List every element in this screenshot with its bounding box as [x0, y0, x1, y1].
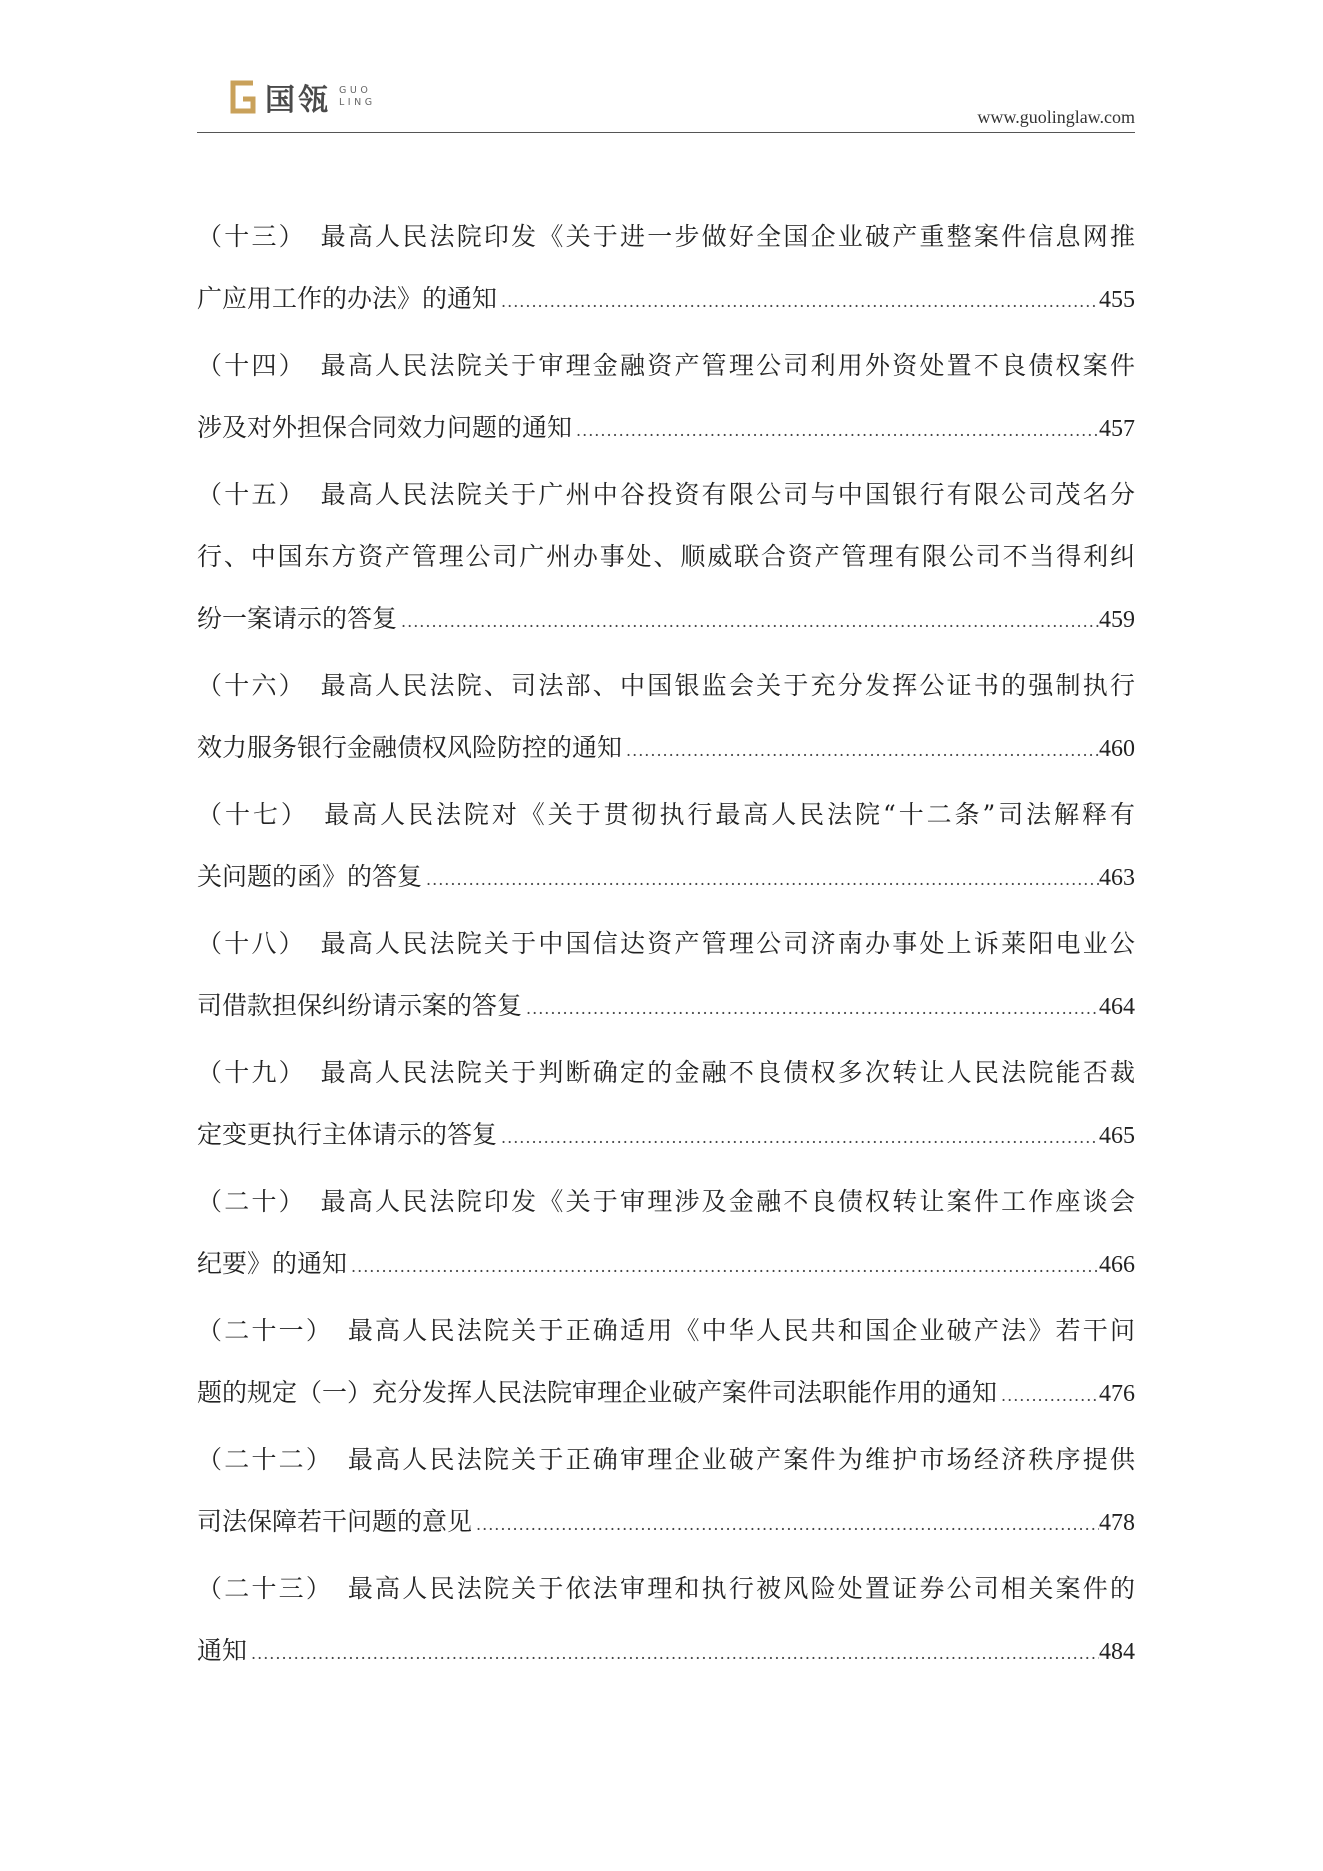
toc-entry-last-line: [197, 846, 1135, 908]
logo-text-en: GUO LING: [339, 85, 376, 108]
toc-entry-title-end: 司借款担保纠纷请示案的答复: [197, 991, 523, 1020]
toc-entry-last-line: [197, 1233, 1135, 1295]
page-number: 476: [1099, 1381, 1135, 1407]
toc-entry[interactable]: [197, 206, 1135, 330]
logo-text-cn: 国瓴: [265, 83, 331, 118]
page-number: 463: [1099, 865, 1135, 891]
toc-entry-last-line: [197, 268, 1135, 330]
toc-entry-title-end: 广应用工作的办法》的通知: [197, 284, 498, 313]
dot-leader: [572, 400, 1099, 459]
dot-leader: [472, 1494, 1099, 1553]
dot-leader: [247, 1623, 1099, 1682]
logo-mark-icon: [227, 77, 257, 117]
toc-entry-line: （二十） 最高人民法院印发《关于审理涉及金融不良债权转让案件工作座谈会: [197, 1187, 1135, 1216]
toc-entry-last-line: [197, 1104, 1135, 1166]
toc-entry-title-end: 纷一案请示的答复: [197, 604, 398, 633]
dot-leader: [497, 271, 1099, 330]
dot-leader: [522, 978, 1099, 1037]
toc-entry[interactable]: [197, 1558, 1135, 1682]
logo: [227, 74, 379, 120]
toc-entry-title-end: 关问题的函》的答复: [197, 862, 423, 891]
page-number: 460: [1099, 736, 1135, 762]
page-number: 466: [1099, 1252, 1135, 1278]
toc-entry-last-line: [197, 717, 1135, 779]
toc-entry-line: （二十一） 最高人民法院关于正确适用《中华人民共和国企业破产法》若干问: [197, 1316, 1135, 1345]
dot-leader: [347, 1236, 1099, 1295]
toc-entry-last-line: [197, 1362, 1135, 1424]
toc-entry-last-line: [197, 1491, 1135, 1553]
dot-leader: [422, 849, 1099, 908]
toc-entry[interactable]: [197, 655, 1135, 779]
page-number: 478: [1099, 1510, 1135, 1536]
toc-entry-line: （十七） 最高人民法院对《关于贯彻执行最高人民法院“十二条”司法解释有: [197, 800, 1135, 829]
toc-entry-line: （二十三） 最高人民法院关于依法审理和执行被风险处置证券公司相关案件的: [197, 1574, 1135, 1603]
toc-entry-last-line: [197, 1620, 1135, 1682]
page-number: 464: [1099, 994, 1135, 1020]
toc-entry[interactable]: [197, 464, 1135, 650]
toc-entry-line: （二十二） 最高人民法院关于正确审理企业破产案件为维护市场经济秩序提供: [197, 1445, 1135, 1474]
toc-entry-title-end: 司法保障若干问题的意见: [197, 1507, 473, 1536]
toc-entry-line: （十四） 最高人民法院关于审理金融资产管理公司利用外资处置不良债权案件: [197, 351, 1135, 380]
toc-entry-title-end: 效力服务银行金融债权风险防控的通知: [197, 733, 623, 762]
toc-entry-line: （十五） 最高人民法院关于广州中谷投资有限公司与中国银行有限公司茂名分: [197, 480, 1135, 509]
toc-entry[interactable]: [197, 1171, 1135, 1295]
dot-leader: [397, 591, 1099, 650]
toc-entry[interactable]: [197, 1429, 1135, 1553]
dot-leader: [497, 1107, 1099, 1166]
page-header: [197, 70, 1135, 133]
page-number: 484: [1099, 1639, 1135, 1665]
toc-entry-title-end: 纪要》的通知: [197, 1249, 348, 1278]
toc-entry[interactable]: [197, 335, 1135, 459]
toc-entry-title-end: 定变更执行主体请示的答复: [197, 1120, 498, 1149]
toc-entry-line: （十六） 最高人民法院、司法部、中国银监会关于充分发挥公证书的强制执行: [197, 671, 1135, 700]
toc-entry[interactable]: [197, 1300, 1135, 1424]
toc-entry-title-end: 题的规定（一）充分发挥人民法院审理企业破产案件司法职能作用的通知: [197, 1378, 998, 1407]
toc-entry-title-end: 通知: [197, 1636, 248, 1665]
dot-leader: [997, 1365, 1099, 1424]
table-of-contents: [197, 206, 1135, 1687]
website-url: www.guolinglaw.com: [977, 107, 1135, 127]
toc-entry-line: （十三） 最高人民法院印发《关于进一步做好全国企业破产重整案件信息网推: [197, 222, 1135, 251]
page-number: 455: [1099, 287, 1135, 313]
page-number: 459: [1099, 607, 1135, 633]
toc-entry-last-line: [197, 975, 1135, 1037]
toc-entry-line: （十八） 最高人民法院关于中国信达资产管理公司济南办事处上诉莱阳电业公: [197, 929, 1135, 958]
toc-entry-line: 行、中国东方资产管理公司广州办事处、顺威联合资产管理有限公司不当得利纠: [197, 542, 1135, 571]
page-number: 457: [1099, 416, 1135, 442]
toc-entry[interactable]: [197, 1042, 1135, 1166]
page-number: 465: [1099, 1123, 1135, 1149]
toc-entry[interactable]: [197, 913, 1135, 1037]
toc-entry-last-line: [197, 397, 1135, 459]
toc-entry-line: （十九） 最高人民法院关于判断确定的金融不良债权多次转让人民法院能否裁: [197, 1058, 1135, 1087]
toc-entry-title-end: 涉及对外担保合同效力问题的通知: [197, 413, 573, 442]
toc-entry[interactable]: [197, 784, 1135, 908]
toc-entry-last-line: [197, 588, 1135, 650]
dot-leader: [622, 720, 1099, 779]
